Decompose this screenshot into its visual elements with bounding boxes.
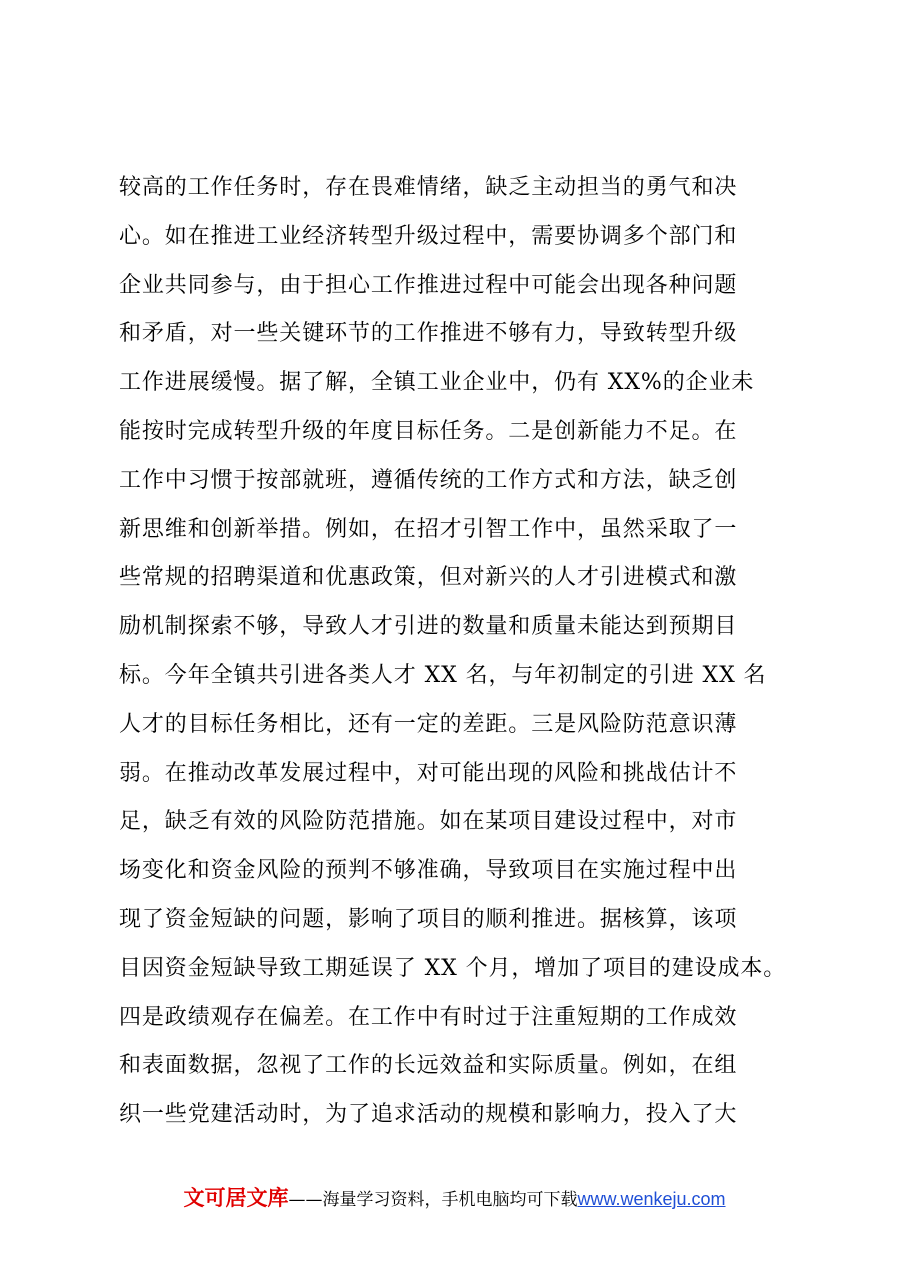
text-line: 标。今年全镇共引进各类人才 XX 名，与年初制定的引进 XX 名: [119, 662, 767, 688]
text-line: 心。如在推进工业经济转型升级过程中，需要协调多个部门和: [119, 223, 738, 249]
footer-site-link[interactable]: www.wenkeju.com: [577, 1189, 726, 1209]
text-line: 目因资金短缺导致工期延误了 XX 个月，增加了项目的建设成本。: [119, 955, 787, 981]
text-line: 工作进展缓慢。据了解，全镇工业企业中，仍有 XX%的企业未: [119, 370, 755, 396]
text-line: 企业共同参与，由于担心工作推进过程中可能会出现各种问题: [119, 272, 738, 298]
text-line: 四是政绩观存在偏差。在工作中有时过于注重短期的工作成效: [119, 1004, 738, 1030]
footer-brand: 文可居文库: [183, 1186, 289, 1210]
text-line: 和表面数据，忽视了工作的长远效益和实际质量。例如，在组: [119, 1053, 738, 1079]
text-line: 新思维和创新举措。例如，在招才引智工作中，虽然采取了一: [119, 516, 738, 542]
text-line: 和矛盾，对一些关键环节的工作推进不够有力，导致转型升级: [119, 321, 738, 347]
text-line: 些常规的招聘渠道和优惠政策，但对新兴的人才引进模式和激: [119, 565, 738, 591]
text-line: 工作中习惯于按部就班，遵循传统的工作方式和方法，缺乏创: [119, 467, 738, 493]
text-line: 弱。在推动改革发展过程中，对可能出现的风险和挑战估计不: [119, 760, 738, 786]
text-line: 励机制探索不够，导致人才引进的数量和质量未能达到预期目: [119, 614, 738, 640]
body-text: [119, 164, 809, 1140]
text-line: 场变化和资金风险的预判不够准确，导致项目在实施过程中出: [119, 858, 738, 884]
footer-banner: [0, 1182, 909, 1212]
text-line: 织一些党建活动时，为了追求活动的规模和影响力，投入了大: [119, 1102, 738, 1128]
text-line: 较高的工作任务时，存在畏难情绪，缺乏主动担当的勇气和决: [119, 175, 738, 200]
footer-tagline: ——海量学习资料，手机电脑均可下载: [288, 1190, 578, 1210]
text-line: 现了资金短缺的问题，影响了项目的顺利推进。据核算，该项: [119, 906, 738, 932]
text-line: 能按时完成转型升级的年度目标任务。二是创新能力不足。在: [119, 418, 738, 444]
text-line: 人才的目标任务相比，还有一定的差距。三是风险防范意识薄: [119, 711, 738, 737]
text-line: 足，缺乏有效的风险防范措施。如在某项目建设过程中，对市: [119, 809, 738, 835]
